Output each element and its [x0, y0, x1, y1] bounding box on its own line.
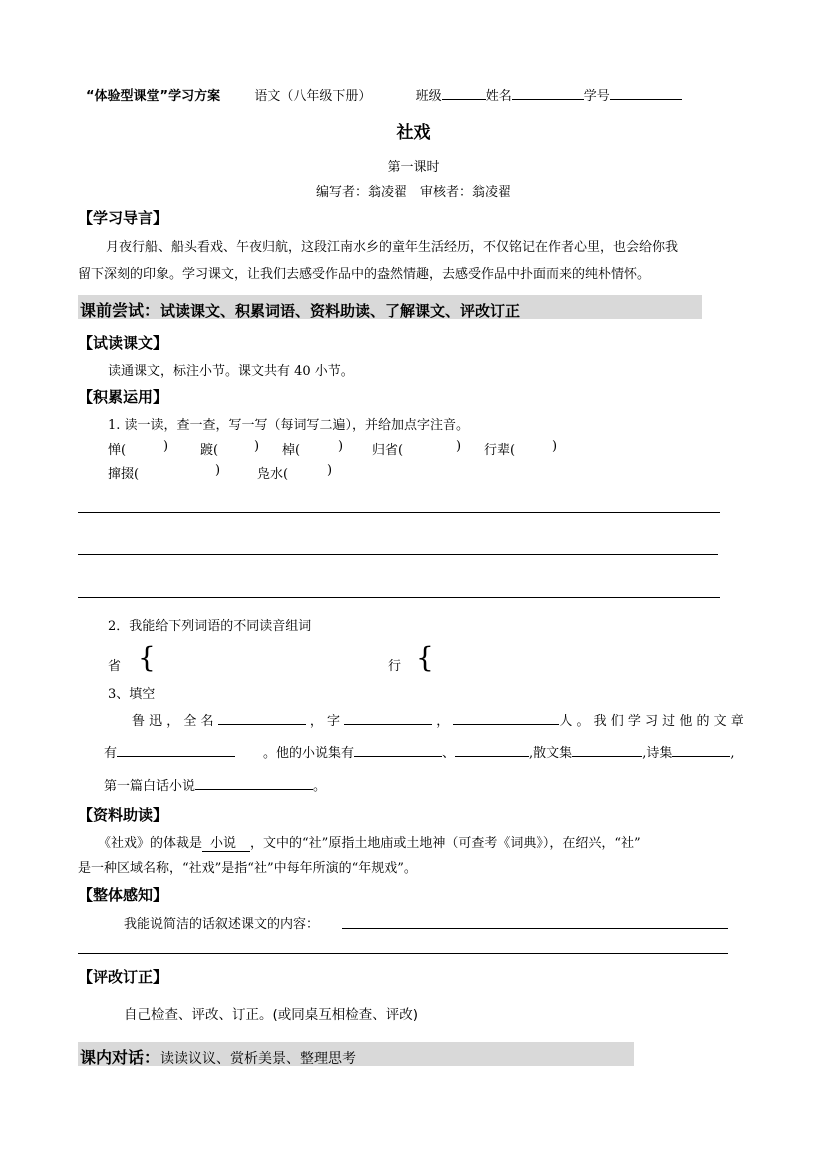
overview-answer-line[interactable]: [78, 953, 728, 954]
vocab-close: ): [456, 439, 462, 454]
reference-line2: 是一种区域名称，“社戏”是指“社”中每年所演的“年规戏”。: [78, 861, 417, 876]
vocab-close: ): [254, 439, 260, 454]
vocab-close: ): [215, 463, 221, 478]
fill-heading: 3、填空: [108, 687, 156, 702]
fill-blank[interactable]: [117, 743, 235, 757]
vocab-item: 凫水(: [257, 467, 289, 482]
overview-prompt: 我能说简洁的话叙述课文的内容：: [124, 917, 320, 932]
vocab-heading: 【积累运用】: [78, 388, 169, 406]
page-title: 社戏: [396, 123, 431, 143]
review-text: 自己检查、评改、订正。(或同桌互相检查、评改): [124, 1007, 419, 1023]
name-label: 姓名: [485, 89, 512, 104]
writing-line[interactable]: [78, 512, 720, 513]
vocab-close: ): [338, 439, 344, 454]
vocab-item: 行辈(: [484, 443, 516, 458]
brace-icon: {: [416, 641, 434, 674]
intro-heading: 【学习导言】: [78, 209, 169, 227]
in-class-title: [80, 1045, 356, 1068]
vocab-close: ): [552, 439, 558, 454]
fill-blank[interactable]: [672, 743, 730, 757]
overview-answer-line[interactable]: [342, 928, 728, 929]
polyphone-char-xing: 行: [388, 659, 402, 674]
in-class-text: 读读议议、赏析美景、整理思考: [160, 1051, 357, 1067]
header-line: [86, 85, 682, 104]
brace-icon: {: [138, 641, 156, 674]
fill-blank[interactable]: [218, 711, 306, 725]
polyphone-instruction: 2．我能给下列词语的不同读音组词: [108, 619, 312, 634]
pre-class-title: [80, 298, 520, 321]
number-label: 学号: [583, 89, 610, 104]
vocab-item: 归省(: [372, 443, 404, 458]
writing-line[interactable]: [78, 597, 720, 598]
trial-read-heading: 【试读课文】: [78, 334, 169, 352]
fill-line2: 有 。他的小说集有 、 ,散文集 ,诗集 ,: [104, 742, 734, 761]
reference-line1: 《社戏》的体裁是 小说 ，文中的“社”原指土地庙或土地神（可查考《词典》），在绍兴，“社”: [98, 832, 641, 852]
intro-line2: 留下深刻的印象。学习课文，让我们去感受作品中的盎然情趣，去感受作品中扑面而来的纯朴情怀。: [78, 267, 651, 282]
vocab-item: 撺掇(: [108, 467, 140, 482]
authors: 编写者：翁凌翟 审核者：翁凌翟: [315, 185, 511, 200]
lesson-label: 第一课时: [387, 160, 440, 175]
pre-class-label: 课前尝试：: [80, 301, 161, 320]
vocab-item: 棹(: [282, 443, 301, 458]
fill-line3: 第一篇白话小说 。: [104, 775, 326, 794]
vocab-instruction: 1. 读一读，查一查，写一写（每词写二遍），并给加点字注音。: [108, 418, 470, 433]
number-blank[interactable]: [610, 86, 682, 100]
trial-read-text: 读通课文，标注小节。课文共有 40 小节。: [108, 364, 354, 379]
header-brand: “体验型课堂”学习方案: [86, 89, 221, 104]
class-blank[interactable]: [442, 86, 486, 100]
fill-blank[interactable]: [455, 743, 529, 757]
name-blank[interactable]: [512, 86, 584, 100]
writing-line[interactable]: [78, 554, 718, 555]
fill-blank[interactable]: [572, 743, 642, 757]
overview-heading: 【整体感知】: [78, 886, 169, 904]
polyphone-char-sheng: 省: [108, 659, 122, 674]
fill-blank[interactable]: [453, 711, 559, 725]
in-class-label: 课内对话：: [80, 1048, 161, 1067]
class-label: 班级: [415, 89, 442, 104]
intro-line1: 月夜行船、船头看戏、午夜归航，这段江南水乡的童年生活经历，不仅铭记在作者心里，也会给你我: [106, 240, 679, 255]
fill-blank[interactable]: [354, 743, 442, 757]
fill-line1: 鲁 迅 ， 全 名 ， 字 ， 人 。 我 们 学 习 过 他 的 文 章: [132, 710, 744, 729]
vocab-item: 踱(: [200, 443, 219, 458]
reference-heading: 【资料助读】: [78, 806, 169, 824]
vocab-close: ): [327, 463, 333, 478]
fill-blank[interactable]: [195, 776, 313, 790]
fill-blank[interactable]: [344, 711, 432, 725]
vocab-close: ): [163, 439, 169, 454]
genre-answer: 小说: [202, 832, 250, 852]
header-subject: 语文（八年级下册）: [254, 89, 372, 104]
pre-class-text: 试读课文、积累词语、资料助读、了解课文、评改订正: [160, 302, 521, 320]
review-heading: 【评改订正】: [78, 968, 169, 986]
vocab-item: 惮(: [108, 443, 127, 458]
